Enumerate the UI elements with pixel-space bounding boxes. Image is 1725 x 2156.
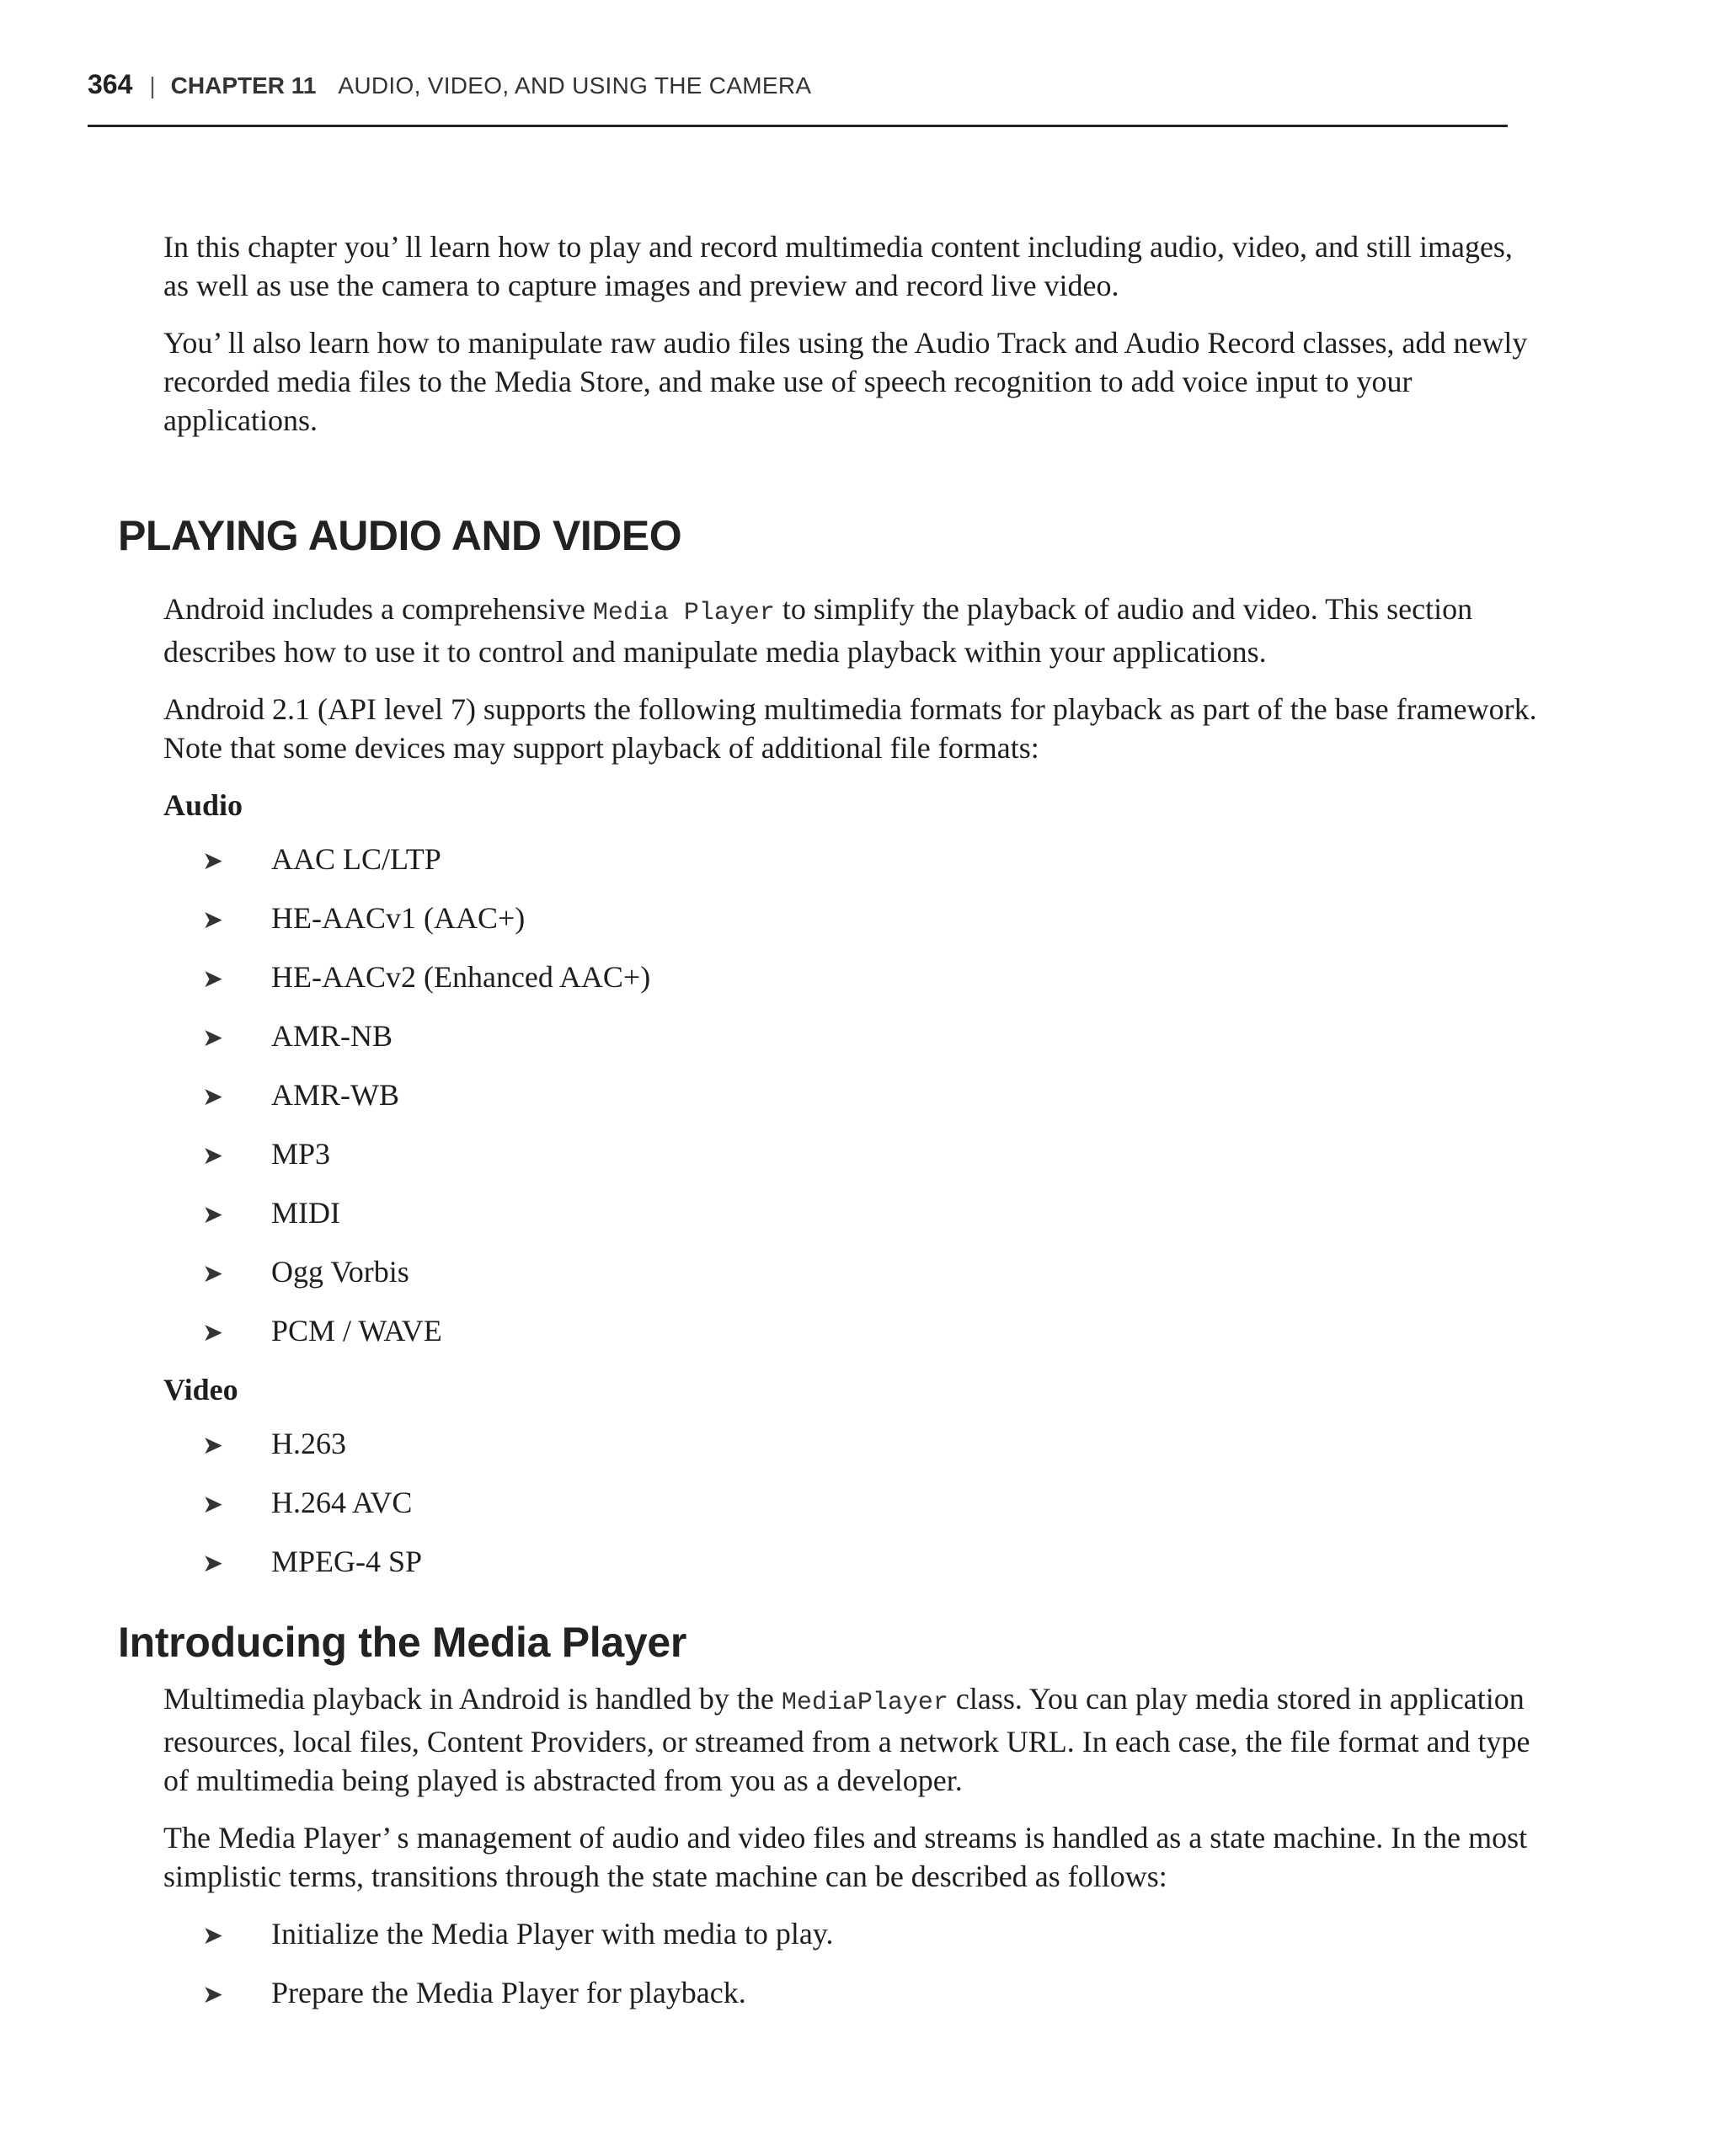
- audio-format: HE-AACv1 (AAC+): [271, 901, 526, 935]
- section1-paragraph-1: [0, 590, 1545, 671]
- bullet-arrow-icon: ➤: [202, 846, 224, 876]
- state-step: Initialize the Media Player with media to play.: [271, 1917, 834, 1951]
- bullet-arrow-icon: ➤: [202, 1490, 224, 1519]
- list-item: [0, 899, 1725, 940]
- section2-paragraph-2: The Media Player’ s management of audio and video files and streams is handled as a state machine. In the most simplistic terms, transitions through the state machine can be described as follows:: [163, 1821, 1528, 1893]
- bullet-arrow-icon: ➤: [202, 1318, 224, 1348]
- bullet-arrow-icon: ➤: [202, 905, 224, 935]
- list-item: [0, 1252, 1725, 1294]
- code-media-player: Media Player: [592, 599, 775, 627]
- intro-paragraph-2: You’ ll also learn how to manipulate raw audio files using the Audio Track and Audio Record classes, add newly recorded media files to the Media Store, and make use of speech recognition to add voice input to your applications.: [163, 326, 1528, 437]
- list-item: [0, 1424, 1725, 1465]
- bullet-arrow-icon: ➤: [202, 1141, 224, 1171]
- audio-format-list: [0, 840, 1725, 1353]
- video-label: Video: [163, 1373, 238, 1406]
- section2-paragraph-1: [0, 1679, 1545, 1800]
- bullet-arrow-icon: ➤: [202, 1431, 224, 1460]
- bullet-arrow-icon: ➤: [202, 1082, 224, 1112]
- audio-label: Audio: [163, 788, 243, 822]
- page-content: [0, 227, 1725, 2032]
- audio-format: HE-AACv2 (Enhanced AAC+): [271, 960, 651, 994]
- list-item: [0, 1973, 1725, 2015]
- list-item: [0, 1311, 1725, 1353]
- intro-paragraph-1: In this chapter you’ ll learn how to play and record multimedia content including audio, video, and still images, as well as use the camera to capture images and preview and record live video.: [163, 230, 1513, 302]
- chapter-label: CHAPTER 11: [170, 72, 317, 99]
- section-heading-playing-audio-video: PLAYING AUDIO AND VIDEO: [118, 512, 682, 559]
- header-separator: |: [149, 72, 156, 99]
- bullet-arrow-icon: ➤: [202, 964, 224, 994]
- list-item: [0, 1075, 1725, 1117]
- video-format: H.264 AVC: [271, 1486, 413, 1519]
- bullet-arrow-icon: ➤: [202, 1200, 224, 1230]
- chapter-title: AUDIO, VIDEO, AND USING THE CAMERA: [338, 72, 812, 99]
- audio-format: AMR-NB: [271, 1019, 393, 1053]
- audio-format: MP3: [271, 1137, 331, 1171]
- audio-format: AAC LC/LTP: [271, 842, 441, 876]
- video-format: MPEG-4 SP: [271, 1545, 423, 1578]
- bullet-arrow-icon: ➤: [202, 1921, 224, 1951]
- list-item: [0, 1134, 1725, 1176]
- list-item: [0, 840, 1725, 881]
- bullet-arrow-icon: ➤: [202, 1023, 224, 1053]
- video-format: H.263: [271, 1427, 346, 1460]
- list-item: [0, 1483, 1725, 1524]
- bullet-arrow-icon: ➤: [202, 1259, 224, 1289]
- list-item: [0, 1017, 1725, 1058]
- running-header: [88, 66, 811, 104]
- bullet-arrow-icon: ➤: [202, 1980, 224, 2009]
- list-item: [0, 1542, 1725, 1583]
- text-run: to simplify the playback of audio and video. This section describes how to use it to control and manipulate media playback within your applications.: [163, 592, 1473, 669]
- video-format-list: [0, 1424, 1725, 1583]
- state-steps-list: [0, 1914, 1725, 2015]
- code-mediaplayer: MediaPlayer: [781, 1689, 948, 1717]
- list-item: [0, 958, 1725, 999]
- audio-format: Ogg Vorbis: [271, 1255, 409, 1289]
- text-run: class. You can play media stored in application resources, local files, Content Providers, or streamed from a network URL. In each case, the file format and type of multimedia being played is abstracted from you as a developer.: [163, 1682, 1530, 1797]
- state-step: Prepare the Media Player for playback.: [271, 1976, 746, 2009]
- section1-paragraph-2: Android 2.1 (API level 7) supports the following multimedia formats for playback as part of the base framework. Note that some devices may support playback of additional file formats:: [163, 692, 1537, 765]
- bullet-arrow-icon: ➤: [202, 1549, 224, 1578]
- page-number: 364: [88, 69, 133, 99]
- header-rule: [88, 125, 1508, 127]
- subsection-heading-introducing-media-player: Introducing the Media Player: [118, 1619, 687, 1666]
- audio-format: PCM / WAVE: [271, 1314, 442, 1348]
- list-item: [0, 1914, 1725, 1956]
- text-run: Android includes a comprehensive: [163, 592, 593, 626]
- list-item: [0, 1193, 1725, 1235]
- audio-format: MIDI: [271, 1196, 340, 1230]
- audio-format: AMR-WB: [271, 1078, 399, 1112]
- text-run: Multimedia playback in Android is handled by the: [163, 1682, 782, 1716]
